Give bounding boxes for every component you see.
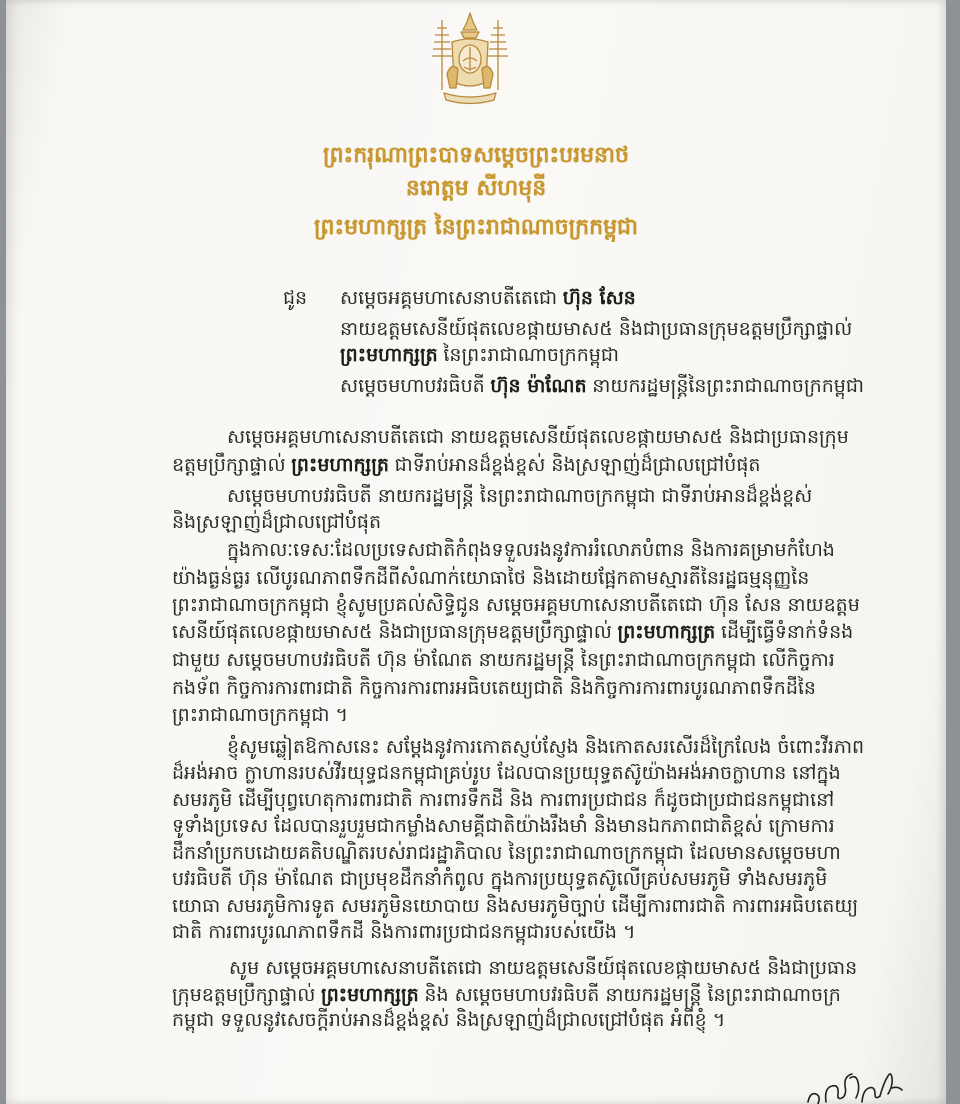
paragraph-line: ដឹកនាំប្រកបដោយគតិបណ្ឌិតរបស់រាជរដ្ឋាភិបាល នៃព្រះរាជាណាចក្រកម្ពុជា ដែលមានសម្តេចមហា [172, 842, 841, 864]
recipient-2-title: សម្តេចមហាបវរធិបតី [340, 375, 485, 397]
paragraph-line: ព្រះរាជាណាចក្រកម្ពុជា ។ [172, 704, 349, 726]
paragraph-line: ដ៏អង់អាច ក្លាហានរបស់វីរយុទ្ធជនកម្ពុជាគ្រប់រូប ដែលបានប្រយុទ្ធតស៊ូយ៉ាងអង់អាចក្លាហាន នៅក្នុង [172, 762, 841, 784]
paragraph-line: យោធា សមរភូមិការទូត សមរភូមិនយោបាយ និងសមរភូមិច្បាប់ ដើម្បីការពារជាតិ ការពារអធិបតេយ្យ [172, 895, 859, 917]
paragraph-line: សមរភូមិ ដើម្បីបុព្វហេតុការពារជាតិ ការពារទឹកដី និង ការពារប្រជាជន ក៏ដូចជាប្រជាជនកម្ពុជានៅ [172, 789, 835, 811]
handwritten-signature-icon [800, 1058, 910, 1104]
line-segment: សេនីយ៍ផុតលេខផ្កាយមាស៥ និងជាប្រធានក្រុមឧត្តមប្រឹក្សាផ្ទាល់ [172, 621, 612, 643]
king-title-bold: ព្រះមហាក្សត្រ [321, 984, 419, 1006]
paragraph-line [172, 982, 895, 1008]
line-segment: និង សម្តេចមហាបវរធិបតី នាយករដ្ឋមន្ត្រី នៃព្រះរាជាណាចក្រ [424, 984, 841, 1006]
recipient-2-name-bold: ហ៊ុន ម៉ាណែត [490, 375, 587, 397]
paragraph-line [172, 619, 895, 645]
line-segment: ក្រុមឧត្តមប្រឹក្សាផ្ទាល់ [172, 984, 316, 1006]
paragraph-line: និងស្រឡាញ់ដ៏ជ្រាលជ្រៅបំផុត [172, 511, 382, 533]
recipient-title: សម្តេចអគ្គមហាសេនាបតីតេជោ [340, 287, 558, 309]
paragraph-line: បវរធិបតី ហ៊ុន ម៉ាណែត ជាប្រមុខដឹកនាំកំពូល ក្នុងការប្រយុទ្ធតស៊ូលើគ្រប់សមរភូមិ ទាំងសមរភូមិ [172, 868, 828, 890]
line-segment: ដើម្បីធ្វើទំនាក់ទំនង [720, 621, 854, 643]
paragraph-line: ជាតិ ការពារបូរណភាពទឹកដី និងការពារប្រជាជនកម្ពុជារបស់យើង ។ [172, 921, 636, 943]
paragraph-line: ជាមួយ សម្តេចមហាបវរធិបតី ហ៊ុន ម៉ាណែត នាយករដ្ឋមន្ត្រី នៃព្រះរាជាណាចក្រកម្ពុជា លើកិច្ចការ [172, 649, 835, 671]
recipient-line-1 [340, 285, 895, 311]
paragraph-line: ព្រះរាជាណាចក្រកម្ពុជា ខ្ញុំសូមប្រគល់សិទ្ធិជូន សម្តេចអគ្គមហាសេនាបតីតេជោ ហ៊ុន សែន នាយឧត្តម [172, 594, 860, 616]
paragraph-line: សូម សម្តេចអគ្គមហាសេនាបតីតេជោ នាយឧត្តមសេនីយ៍ផុតលេខផ្កាយមាស៥ និងជាប្រធាន [229, 957, 858, 979]
paragraph-line: ក្នុងកាលៈទេសៈដែលប្រទេសជាតិកំពុងទទួលរងនូវការរំលោភបំពាន និងការគម្រាមកំហែង [227, 539, 835, 561]
paragraph-line [172, 452, 895, 478]
line-segment: ឧត្តមប្រឹក្សាផ្ទាល់ [172, 454, 286, 476]
paragraph-line: សម្តេចមហាបវរធិបតី នាយករដ្ឋមន្ត្រី នៃព្រះរាជាណាចក្រកម្ពុជា ជាទីរាប់អានដ៏ខ្ពង់ខ្ពស់ [227, 485, 813, 507]
kingdom-text: នៃព្រះរាជាណាចក្រកម្ពុជា [443, 344, 619, 366]
king-title-bold: ព្រះមហាក្សត្រ [291, 454, 389, 476]
recipient-2-office: នាយករដ្ឋមន្ត្រីនៃព្រះរាជាណាចក្រកម្ពុជា [592, 375, 864, 397]
recipient-line-4 [340, 373, 895, 399]
recipient-label: ជូន [283, 287, 308, 309]
recipient-line-2: នាយឧត្តមសេនីយ៍ផុតលេខផ្កាយមាស៥ និងជាប្រធានក្រុមឧត្តមប្រឹក្សាផ្ទាល់ [340, 318, 853, 340]
recipient-line-3 [340, 342, 895, 368]
recipient-name-bold: ហ៊ុន សែន [562, 287, 636, 309]
line-segment: ជាទីរាប់អានដ៏ខ្ពង់ខ្ពស់ និងស្រឡាញ់ដ៏ជ្រាលជ្រៅបំផុត [394, 454, 761, 476]
royal-title-line-1: ព្រះករុណាព្រះបាទសម្តេចព្រះបរមនាថ [323, 142, 629, 168]
paragraph-line: កងទ័ព កិច្ចការការពារជាតិ កិច្ចការការពារអធិបតេយ្យជាតិ និងកិច្ចការការពារបូរណភាពទឹកដីនៃ [172, 677, 816, 699]
paragraph-line: ទូទាំងប្រទេស ដែលបានរួបរួមជាកម្លាំងសាមគ្គីជាតិយ៉ាងរឹងមាំ និងមានឯកភាពជាតិខ្ពស់ ក្រោមការ [172, 815, 835, 837]
paragraph-line: ខ្ញុំសូមឆ្លៀតឱកាសនេះ សម្តែងនូវការកោតស្ញប់ស្ញែង និងកោតសរសើរដ៏ក្រៃលែង ចំពោះវីរភាព [227, 736, 865, 758]
paragraph-line: យ៉ាងធ្ងន់ធ្ងរ លើបូរណភាពទឹកដីពីសំណាក់យោធាថៃ និងដោយផ្អែកតាមស្មារតីនៃរដ្ឋធម្មនុញ្ញនៃ [172, 567, 810, 589]
paragraph-line: សម្តេចអគ្គមហាសេនាបតីតេជោ នាយឧត្តមសេនីយ៍ផុតលេខផ្កាយមាស៥ និងជាប្រធានក្រុម [227, 426, 849, 448]
royal-name: នរោត្តម សីហមុនី [405, 175, 547, 201]
king-title-bold: ព្រះមហាក្សត្រ [340, 344, 438, 366]
royal-title-line-3: ព្រះមហាក្សត្រ នៃព្រះរាជាណាចក្រកម្ពុជា [313, 214, 639, 240]
royal-coat-of-arms-icon [428, 12, 512, 108]
paragraph-line: កម្ពុជា ទទួលនូវសេចក្តីរាប់អានដ៏ខ្ពង់ខ្ពស់ និងស្រឡាញ់ដ៏ជ្រាលជ្រៅបំផុត អំពីខ្ញុំ ។ [172, 1009, 726, 1031]
king-title-bold: ព្រះមហាក្សត្រ [617, 621, 716, 643]
